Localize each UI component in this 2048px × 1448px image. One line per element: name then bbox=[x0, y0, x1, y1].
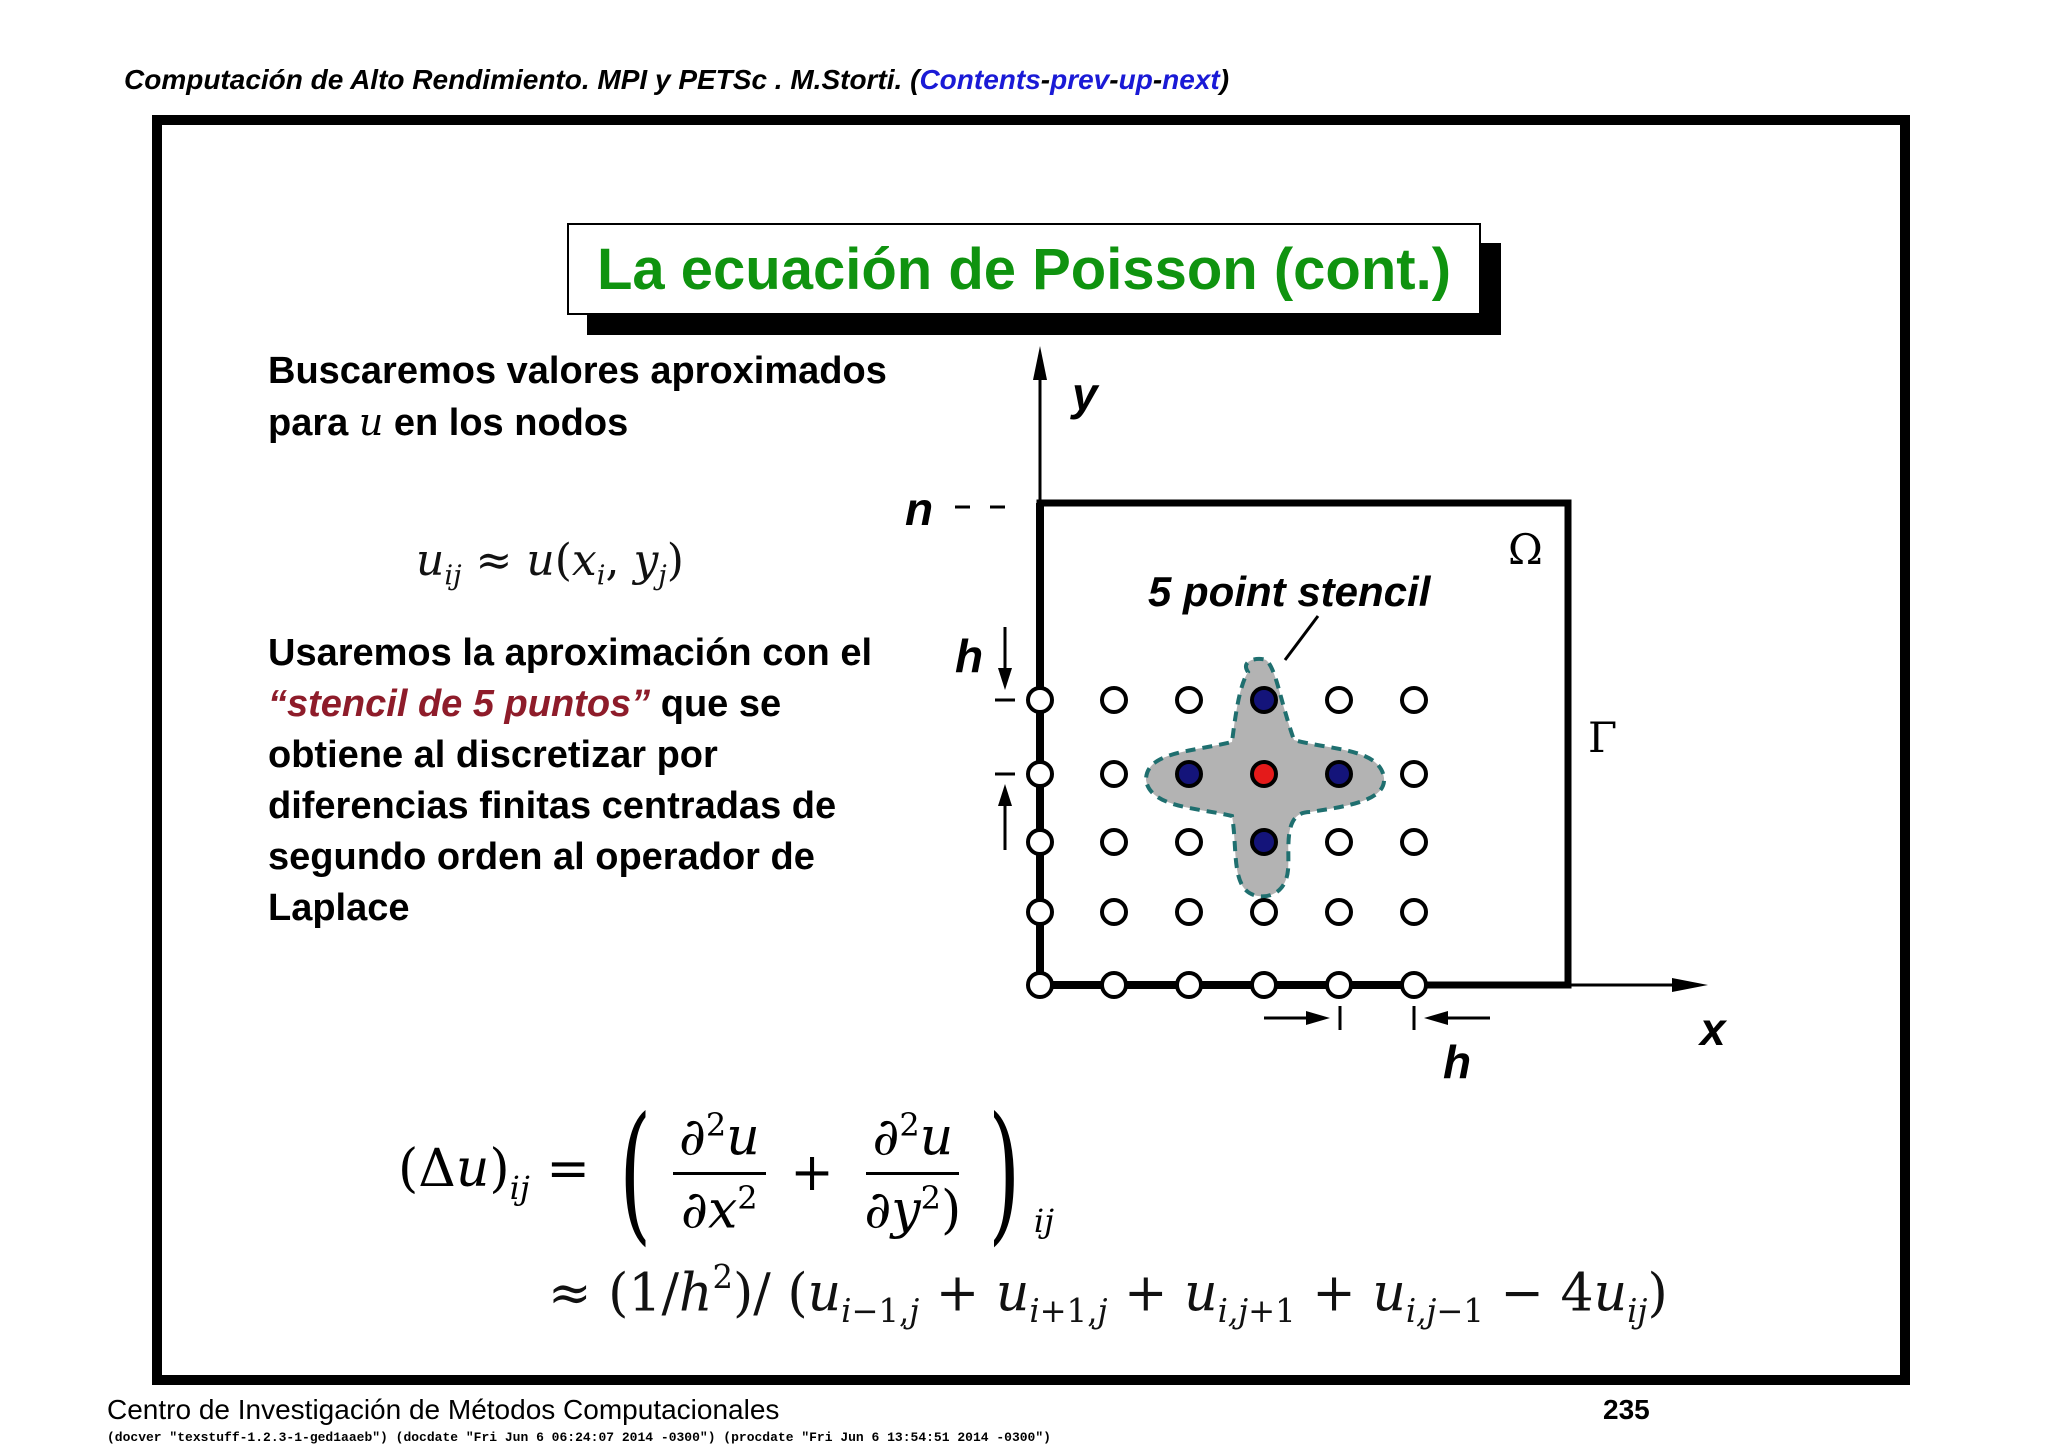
grid-node bbox=[1252, 688, 1276, 712]
grid-node bbox=[1402, 688, 1426, 712]
grid-node bbox=[1402, 830, 1426, 854]
grid-node bbox=[1102, 973, 1126, 997]
grid-node bbox=[1102, 830, 1126, 854]
para1-text-after: en los nodos bbox=[383, 402, 629, 444]
grid-node bbox=[1028, 688, 1052, 712]
grid-node bbox=[1177, 688, 1201, 712]
grid-node bbox=[1028, 900, 1052, 924]
x-axis-arrowhead bbox=[1672, 978, 1708, 992]
grid-node bbox=[1102, 688, 1126, 712]
grid-node bbox=[1177, 830, 1201, 854]
footer-institution: Centro de Investigación de Métodos Computacionales bbox=[107, 1394, 780, 1425]
grid-node bbox=[1177, 762, 1201, 786]
grid-node bbox=[1402, 762, 1426, 786]
para1-text-before: Buscaremos valores aproximados para bbox=[268, 350, 887, 444]
grid-node bbox=[1327, 973, 1351, 997]
grid-node bbox=[1028, 762, 1052, 786]
equation-approximation: $u_{ij} \approx u(x_i$, $y_j$) bbox=[416, 535, 684, 592]
grid-node bbox=[1252, 830, 1276, 854]
equation-stencil-approximation: ≈ $(1/h^2)/$ $(u_{i-1,j} + u_{i+1,j} + u_{i,j+1} + u_{i,j-1} - 4u_{ij})$ bbox=[548, 1258, 1668, 1330]
grid-node bbox=[1102, 900, 1126, 924]
grid-node bbox=[1177, 900, 1201, 924]
header-title: Computación de Alto Rendimiento. MPI y PETSc . M.Storti. ( bbox=[124, 64, 920, 95]
grid-node bbox=[1327, 830, 1351, 854]
grid-node bbox=[1327, 762, 1351, 786]
header-close-paren: ) bbox=[1219, 64, 1230, 95]
gamma-label: Γ bbox=[1588, 713, 1618, 762]
stencil-label: 5 point stencil bbox=[1148, 568, 1431, 615]
nav-dash: - bbox=[1152, 64, 1163, 95]
grid-nodes bbox=[1028, 688, 1426, 997]
grid-node bbox=[1028, 973, 1052, 997]
y-axis-arrowhead bbox=[1033, 346, 1047, 380]
page-number: 235 bbox=[1603, 1394, 1650, 1425]
grid-node bbox=[1252, 762, 1276, 786]
footer-version-info: (docver "texstuff-1.2.3-1-ged1aaeb") (docdate "Fri Jun 6 06:24:07 2014 -0300") (procdate "Fri Jun 6 13:54:51 2014 -0300") bbox=[107, 1430, 1051, 1445]
grid-node bbox=[1177, 973, 1201, 997]
grid-node bbox=[1402, 973, 1426, 997]
stencil-highlight: “stencil de 5 puntos” bbox=[268, 683, 651, 725]
omega-label: Ω bbox=[1508, 525, 1543, 574]
n-label: n bbox=[905, 483, 934, 535]
grid-node bbox=[1102, 762, 1126, 786]
y-axis-label: y bbox=[1072, 368, 1098, 420]
grid-node bbox=[1252, 900, 1276, 924]
grid-node bbox=[1028, 830, 1052, 854]
prev-link[interactable]: prev bbox=[1050, 64, 1110, 95]
grid-node bbox=[1402, 900, 1426, 924]
h-left-label: h bbox=[955, 630, 984, 682]
grid-node bbox=[1252, 973, 1276, 997]
h-bottom-label: h bbox=[1443, 1036, 1472, 1088]
nav-dash: - bbox=[1109, 64, 1119, 95]
slide-title: La ecuación de Poisson (cont.) bbox=[596, 236, 1452, 302]
grid-node bbox=[1327, 900, 1351, 924]
contents-link[interactable]: Contents bbox=[919, 64, 1041, 95]
nav-dash: - bbox=[1040, 64, 1051, 95]
next-link[interactable]: next bbox=[1162, 64, 1220, 95]
equation-laplacian: $(\Delta u)_{ij}$ = ( $\frac{\partial^2u}{\partial x^2}$ + $\frac{\partial^2u}{\partial y^2)}$ ) ij bbox=[398, 1086, 1054, 1260]
para2-text-after: que se obtiene al discretizar por diferencias finitas centradas de segundo orden al operador de Laplace bbox=[268, 683, 837, 929]
x-axis-label: x bbox=[1700, 1003, 1726, 1055]
grid-node bbox=[1327, 688, 1351, 712]
para2-text-before: Usaremos la aproximación con el bbox=[268, 632, 873, 674]
up-link[interactable]: up bbox=[1118, 64, 1153, 95]
para1-variable: u bbox=[358, 400, 384, 444]
